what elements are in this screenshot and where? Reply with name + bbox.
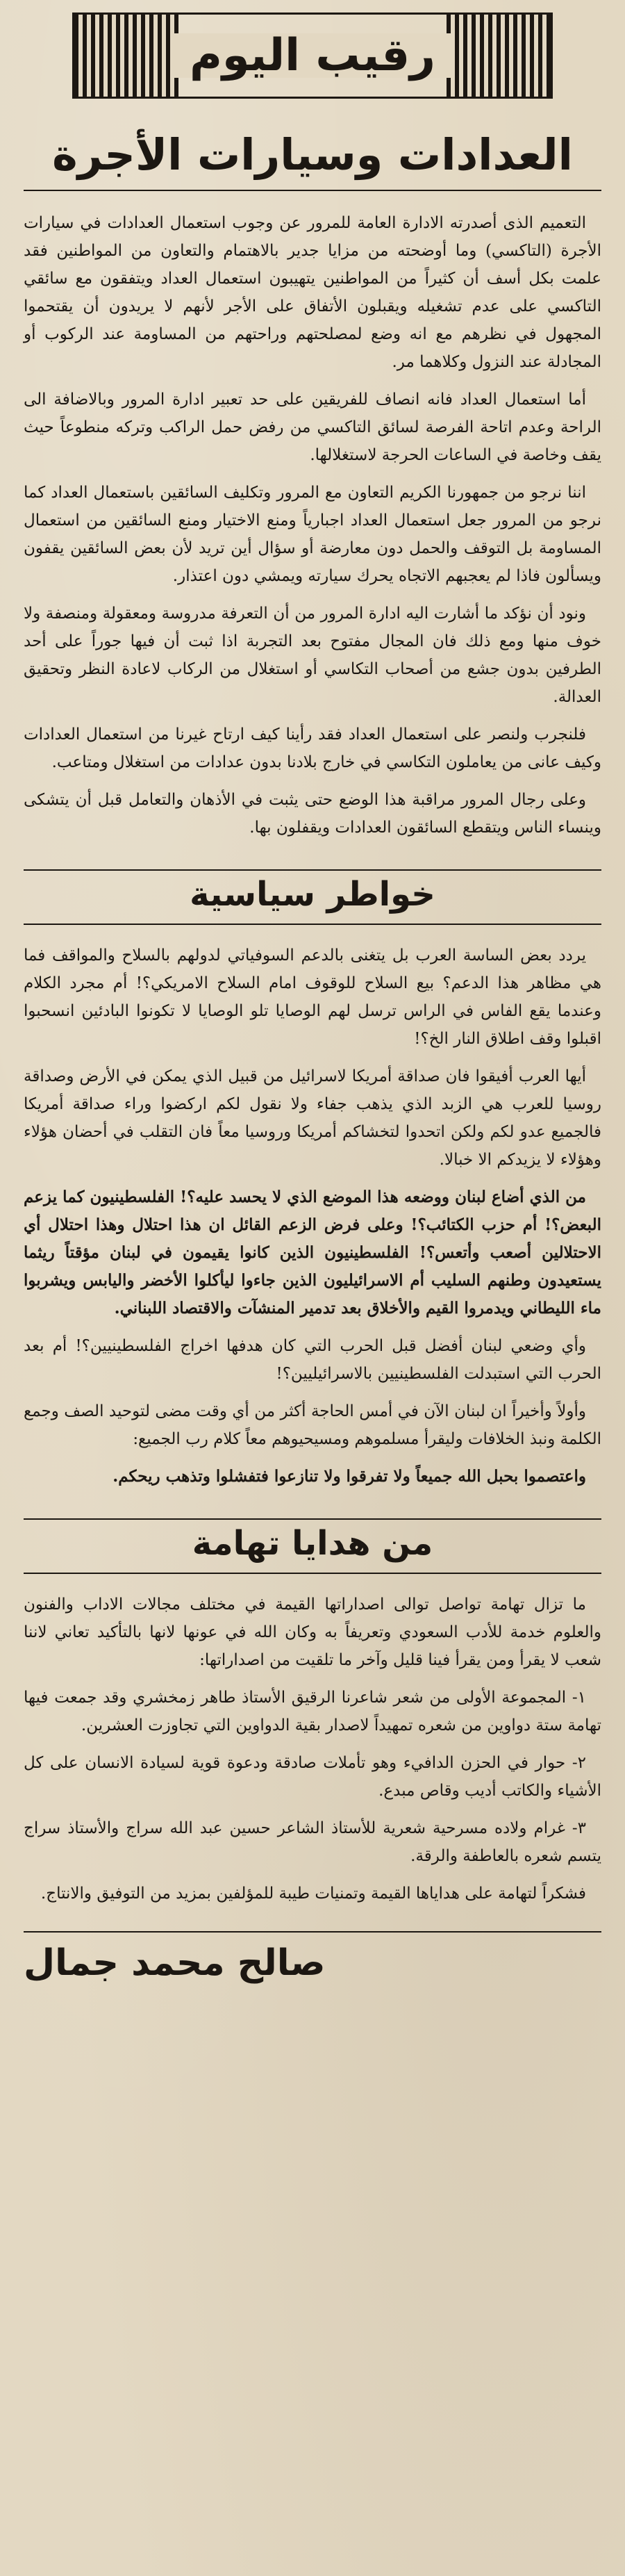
headline: العدادات وسيارات الأجرة bbox=[24, 129, 601, 191]
intro-paragraph: فلنجرب ولنصر على استعمال العداد فقد رأينا كيف ارتاح غيرنا من استعمال العدادات وكيف عانى من يعاملون التكاسي في خارج بلادنا بدون عدادات من استغلال ومتاعب. bbox=[24, 725, 601, 771]
intro-paragraph: وعلى رجال المرور مراقبة هذا الوضع حتى يثبت في الأذهان والتعامل قبل أن يتشكى وينساء الناس ويتقطع السائقون العدادات ويقفلون بها. bbox=[24, 791, 601, 837]
tihama-paragraph: فشكراً لتهامة على هداياها القيمة وتمنيات طيبة للمؤلفين بمزيد من التوفيق والانتاج. bbox=[40, 1885, 586, 1903]
political-paragraph: يردد بعض الساسة العرب بل يتغنى بالدعم السوفياتي لدولهم بالسلاح والمواقف فما هي مظاهر هذا الدعم؟ بيع السلاح للوقوف امام السلاح الامريكي؟! أم مجرد الكلام وعندما يقع الفاس في الراس ترسل لهم الوصايا تلو الوصايا لا تكونوا البادئين انسحبوا اقبلوا وقف اطلاق النار الخ؟! bbox=[24, 946, 601, 1048]
political-paragraph: وأي وضعي لبنان أفضل قبل الحرب التي كان هدفها اخراج الفلسطينيين؟! أم بعد الحرب التي استبدلت الفلسطينيين بالاسرائيليين؟! bbox=[24, 1337, 601, 1383]
intro-paragraph: التعميم الذى أصدرته الادارة العامة للمرور عن وجوب استعمال العدادات في سيارات الأجرة (التاكسي) وما أوضحته من مزايا جدير بالاهتمام والتعاون من المواطنين فقد علمت بكل أسف أن كثيراً من المواطنين يتهيبون استعمال العداد ويتفقون مع سائقي التاكسي على عدم تشغيله ويقبلون الأتفاق على الأجر لأنهم لا يريدون أن يقتحموا المجهول في نظرهم مع انه وضع لمصلحتهم وراحتهم من المساومة عند الركوب أو المجادلة عند النزول وكلاهما مر. bbox=[24, 214, 601, 371]
political-paragraph: أيها العرب أفيقوا فان صداقة أمريكا لاسرائيل من قبيل الذي يمكن في الأرض وصداقة روسيا للعرب هي الزبد الذي يذهب جفاء ولا نقول لكم اركضوا وراء صداقة أمريكا فالجميع عدو لكم ولكن اتحدوا لتخشاكم أمريكا وروسيا معاً فان التقلب في أحضان هؤلاء وهؤلاء لا يزيدكم الا خبالا. bbox=[24, 1067, 601, 1169]
tihama-paragraph: ٢- حوار في الحزن الدافيء وهو تأملات صادقة ودعوة قوية لسيادة الانسان على كل الأشياء والكاتب أديب وقاص مبدع. bbox=[24, 1754, 601, 1800]
column-masthead bbox=[72, 13, 553, 99]
political-paragraph: من الذي أضاع لبنان ووضعه هذا الموضع الذي لا يحسد عليه؟! الفلسطينيون كما يزعم البعض؟! أم حزب الكتائب؟! وعلى فرض الزعم القائل ان هذا احتلال وهذا احتلال أي الاحتلالين أصعب وأتعس؟! الفلسطينيون الذين كانوا يقيمون في لبنان مؤقتاً ريثما يستعيدون وطنهم السليب أم الاسرائيليون الذين جاءوا ليأكلوا الأخضر واليابس ويشربوا ماء الليطاني ويدمروا القيم والأخلاق بعد تدمير المنشآت والاقتصاد اللبناني. bbox=[24, 1188, 601, 1318]
section-title-political: خواطر سياسية bbox=[24, 869, 601, 925]
tihama-paragraph: ٣- غرام ولاده مسرحية شعرية للأستاذ الشاعر حسين عبد الله سراج والأستاذ سراج يتسم شعره بالعاطفة والرقة. bbox=[24, 1819, 601, 1865]
tihama-paragraph: ما تزال تهامة تواصل توالى اصداراتها القيمة في مختلف مجالات الاداب والفنون والعلوم خدمة للأدب السعودي وتعريفاً به وكان الله في عونها لانها بالتأكيد تعاني لاننا شعب لا يقرأ ومن يقرأ فينا قليل وآخر ما تلقيت من اصداراتها: bbox=[24, 1595, 601, 1669]
intro-paragraph: اننا نرجو من جمهورنا الكريم التعاون مع المرور وتكليف السائقين باستعمال العداد كما نرجو من المرور جعل استعمال العداد اجبارياً ومنع الاختيار ومنع السائقين من استعمال المساومة بل التوقف والحمل دون معارضة أو سؤال أين تريد لأن بعض السائقين يقفون ويسألون فاذا لم يعجبهم الاتجاه يحرك سيارته ويمشي دون اعتذار. bbox=[24, 484, 601, 585]
intro-paragraph: ونود أن نؤكد ما أشارت اليه ادارة المرور من أن التعرفة مدروسة ومعقولة ومنصفة ولا خوف منها ومع ذلك فان المجال مفتوح بعد التجربة اذا ثبت أن فيها جوراً على أحد الطرفين بدون جشع من أصحاب التكاسي أو استغلال من الركاب لاعادة النظر وتحقيق العدالة. bbox=[24, 605, 601, 706]
masthead-title: رقيب اليوم bbox=[172, 33, 453, 78]
author-signature: صالح محمد جمال bbox=[24, 1931, 601, 1984]
section-title-tihama: من هدايا تهامة bbox=[24, 1518, 601, 1574]
intro-paragraph: أما استعمال العداد فانه انصاف للفريقين على حد تعبير ادارة المرور وبالاضافة الى الراحة وعدم اتاحة الفرصة لسائق التاكسي من رفض حمل الراكب وتركه منطوعاً حيث يقف وخاصة في الساعات الحرجة لاستغلالها. bbox=[24, 391, 601, 464]
quran-quote: واعتصموا بحبل الله جميعاً ولا تفرقوا ولا تنازعوا فتفشلوا وتذهب ريحكم. bbox=[112, 1467, 586, 1486]
tihama-paragraph: ١- المجموعة الأولى من شعر شاعرنا الرقيق الأستاذ طاهر زمخشري وقد جمعت فيها تهامة ستة دواوين من شعره تمهيداً لاصدار بقية الدواوين التي تجاوزت العشرين. bbox=[24, 1689, 601, 1734]
political-paragraph: وأولاً وأخيراً ان لبنان الآن في أمس الحاجة أكثر من أي وقت مضى لتوحيد الصف وجمع الكلمة ونبذ الخلافات وليقرأ مسلموهم ومسيحيوهم معاً كلام رب الجميع: bbox=[24, 1402, 601, 1448]
